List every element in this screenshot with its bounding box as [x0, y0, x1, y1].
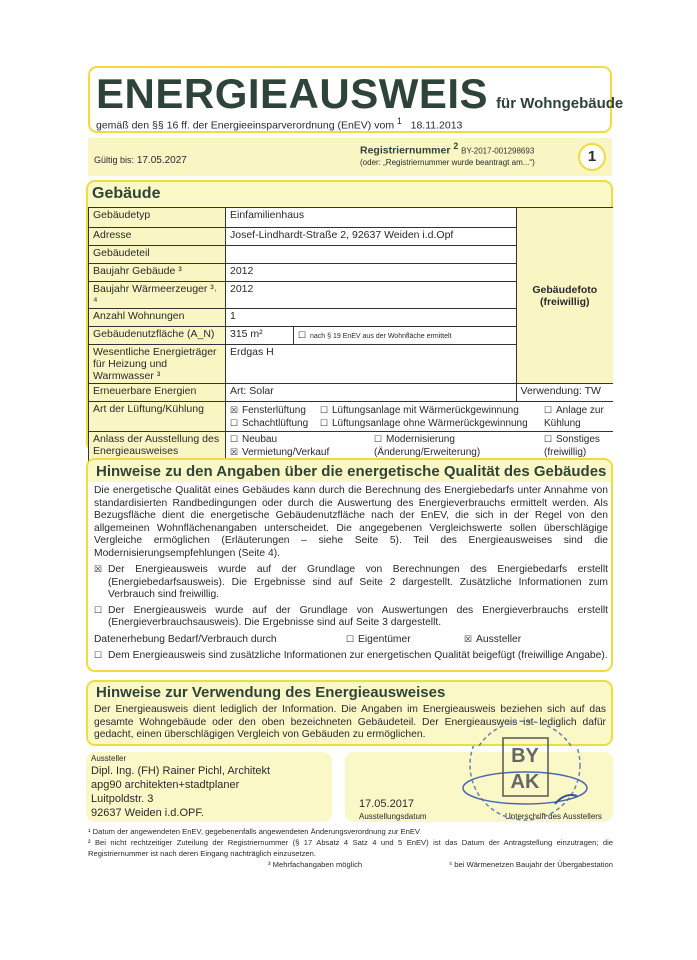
svg-text:AK: AK: [510, 771, 540, 793]
quality-section: [86, 458, 613, 672]
occasion-other[interactable]: ☐ Sonstiges (freiwillig): [544, 434, 600, 458]
title-line: [96, 70, 623, 118]
issue-date-label: Ausstellungsdatum: [359, 812, 427, 821]
document-title: ENERGIEAUSWEIS: [96, 70, 489, 117]
ventilation-shaft[interactable]: ☐ Schachtlüftung: [230, 418, 309, 429]
svg-text:BY: BY: [511, 746, 539, 767]
page-number: 1: [578, 143, 606, 171]
registration-number: Registriernummer $^2$ BY-2017-001298693: [360, 141, 535, 157]
ventilation-with-recovery[interactable]: ☐ Lüftungsanlage mit Wärmerückgewinnung: [320, 405, 519, 416]
option-consumption[interactable]: ☐ Der Energieausweis wurde auf der Grundlage von Auswertungen des Energieverbrauchs erstellt (Energieverbrauchsausweis). Die Ergebnisse sind auf Seite 3 dargestellt.: [94, 604, 608, 628]
building-section: [86, 180, 613, 458]
quality-heading: Hinweise zu den Angaben über die energetische Qualität des Gebäudes: [96, 463, 607, 480]
quality-intro: Die energetische Qualität eines Gebäudes kann durch die Berechnung des Energiebedarfs unter Annahme von standardisierten Randbedingungen oder durch die Auswertung des Energieverbrauchs ermittelt werden. Als Bezugsfläche dient die energetische Gebäudenutzfläche nach der EnEV, die sich in der Regel von den allgemeinen Wohnflächenangaben unterscheidet. Die angegebenen Vergleichswerte sollen überschlägige Vergleiche ermöglichen (Erläuterungen – siehe Seite 5). Teil des Energieausweises sind die Modernisierungsempfehlungen (Seite 4).: [94, 485, 608, 559]
usage-heading: Hinweise zur Verwendung des Energieausweises: [96, 684, 446, 701]
legal-basis: gemäß den §§ 16 ff. der Energieeinsparverordnung (EnEV) vom $^1$ 18.11.2013: [96, 116, 463, 132]
issue-date: 17.05.2017: [359, 798, 415, 810]
issuer-label: Aussteller: [91, 754, 127, 763]
footnote-4: ⁴ bei Wärmenetzen Baujahr der Übergabestation: [448, 860, 613, 869]
registration-band: [88, 138, 612, 176]
issuer-address: Dipl. Ing. (FH) Rainer Pichl, Architekt apg90 architekten+stadtplaner Luitpoldstr. 3 92637 Weiden i.d.OPF.: [91, 765, 271, 819]
occasion-rent-sale[interactable]: ☒ Vermietung/Verkauf: [230, 447, 330, 458]
title-box: [88, 66, 624, 133]
additional-info-checkbox[interactable]: ☐ Dem Energieausweis sind zusätzliche Informationen zur energetischen Qualität beigefügt (freiwillige Angabe).: [94, 649, 608, 661]
option-demand[interactable]: ☒ Der Energieausweis wurde auf der Grundlage von Berechnungen des Energiebedarfs erstellt (Energiebedarfsausweis). Die Ergebnisse sind auf Seite 2 dargestellt. Zusätzliche Informationen zum Verbrauch sind freiwillig.: [94, 564, 608, 600]
issuer-checkbox[interactable]: ☒ Aussteller: [464, 633, 522, 645]
occasion-new-build[interactable]: ☐ Neubau: [230, 434, 278, 445]
architect-stamp-top-icon: [455, 700, 595, 746]
ventilation-without-recovery[interactable]: ☐ Lüftungsanlage ohne Wärmerückgewinnung: [320, 418, 528, 429]
footnote-2: ² Bei nicht rechtzeitiger Zuteilung der Registriernummer (§ 17 Absatz 4 Satz 4 und 5 EnEV) ist das Datum der Antragstellung einzutragen; die Registriernummer ist nach deren Eingang nachträglich einzusetzen.: [88, 838, 613, 858]
issuer-box: [86, 752, 332, 822]
valid-until: Gültig bis: 17.05.2027: [94, 155, 187, 166]
footnotes: [88, 826, 613, 870]
data-collection: Datenerhebung Bedarf/Verbrauch durch ☐ Eigentümer ☒ Aussteller: [94, 633, 522, 645]
cooling-system[interactable]: ☐ Anlage zur Kühlung: [544, 405, 604, 429]
architect-stamp-icon: [455, 746, 595, 826]
building-table: Gebäudetyp Einfamilienhaus Gebäudefoto (freiwillig) Adresse Josef-Lindhardt-Straße 2, 92637 Weiden i.d.Opf Gebäudeteil Baujahr Gebäude ³ 2012 Baujahr Wärmeerzeuger ³˒ ⁴ 2012 Anzahl Wohnungen 1 Gebäudenutzfläche (A_N) 315 m² ☐ nach § 19 EnEV aus der Wohnfläche ermittelt Wesentliche Energieträger für Heizung und Warmwasser ³ Erdgas H Erneuerbare Energien Art: Solar Verwendung: TW Art der Lüftung/Kühlung ☒ Fensterlüftung ☐ Lüftungsanlage mit Wärmerückgewinnung ☐ Anlage zur Kühlung ☐ Schachtlüftung ☐ Lüftungsanlage ohne Wärmerückgewinnung Anlass der Ausstellung des Energieausweises ☐ Neubau ☐ Modernisierung (Änderung/Erweiterung) ☐ Sonstiges (freiwillig) ☒ Vermietung/Verkauf: [88, 207, 613, 462]
living-area-checkbox[interactable]: ☐ nach § 19 EnEV aus der Wohnfläche ermittelt: [294, 327, 517, 345]
footnote-3: ³ Mehrfachangaben möglich: [268, 860, 363, 869]
footnote-1: ¹ Datum der angewendeten EnEV, gegebenenfalls angewendeten Änderungsverordnung zur EnEV: [88, 827, 420, 836]
signature-label: Unterschrift des Ausstellers: [505, 812, 602, 821]
ventilation-window[interactable]: ☒ Fensterlüftung: [230, 405, 306, 416]
building-heading: Gebäude: [92, 185, 161, 202]
usage-text: Der Energieausweis dient lediglich der Information. Die Angaben im Energieausweis beziehen sich auf das gesamte Wohngebäude oder den oben bezeichneten Gebäudeteil. Der Energieausweis ist lediglich dafür gedacht, einen überschlägigen Vergleich von Gebäuden zu ermöglichen.: [94, 704, 606, 740]
building-photo-placeholder: Gebäudefoto (freiwillig): [516, 208, 613, 384]
owner-checkbox[interactable]: ☐ Eigentümer: [346, 633, 411, 645]
occasion-modernisation[interactable]: ☐ Modernisierung (Änderung/Erweiterung): [374, 434, 481, 458]
document-subtitle: für Wohngebäude: [496, 95, 624, 112]
registration-note: (oder: „Registriernummer wurde beantragt am...“): [360, 158, 535, 167]
